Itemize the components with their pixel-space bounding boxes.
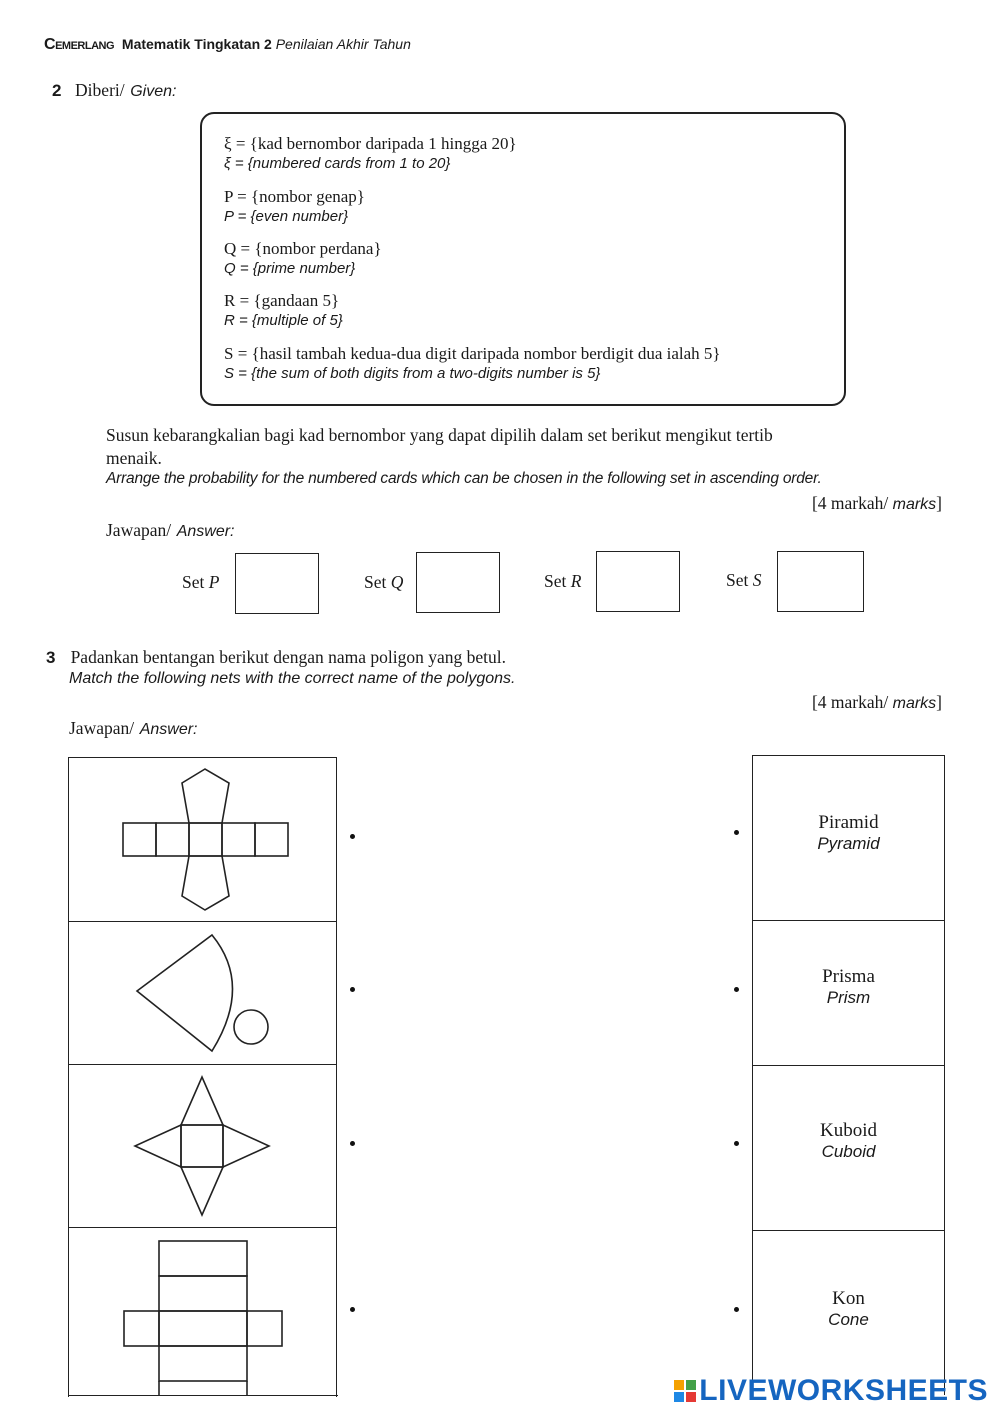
given-item-r: R = {gandaan 5} R = {multiple of 5} (224, 291, 343, 329)
given-box (200, 112, 846, 406)
net-1-match-dot[interactable] (350, 834, 355, 839)
name-3-match-dot[interactable] (734, 1141, 739, 1146)
q2-number: 2 (52, 81, 62, 100)
net-4-match-dot[interactable] (350, 1307, 355, 1312)
name-1-match-dot[interactable] (734, 830, 739, 835)
set-s-answer-box[interactable] (777, 551, 864, 612)
name-2-match-dot[interactable] (734, 987, 739, 992)
page-header (44, 36, 411, 54)
net-2-match-dot[interactable] (350, 987, 355, 992)
set-s-label: Set S (726, 570, 762, 590)
q3-marks: [4 markah/ marks] (811, 692, 942, 712)
names-divider (753, 920, 944, 921)
header-subtitle: Penilaian Akhir Tahun (275, 36, 411, 52)
net-3-match-dot[interactable] (350, 1141, 355, 1146)
name-pyramid: Piramid Pyramid (817, 812, 880, 853)
nets-drawings (68, 757, 337, 1397)
publisher-logo: CEMERLANG (44, 36, 115, 53)
prism-net-icon (123, 769, 288, 910)
name-cone: Kon Cone (828, 1288, 869, 1329)
q2-heading (52, 80, 176, 101)
q2-given-ms: Diberi/ (75, 80, 125, 100)
names-divider (753, 1230, 944, 1231)
q2-marks: [4 markah/ marks] (811, 493, 942, 513)
q3-answer-label: Jawapan/ Answer: (69, 718, 198, 738)
q3-instruction-ms: Padankan bentangan berikut dengan nama poligon yang betul. (70, 647, 506, 667)
names-divider (753, 1065, 944, 1066)
names-table (752, 755, 945, 1395)
q3-heading (46, 647, 506, 668)
liveworksheets-logo (674, 1374, 988, 1408)
q2-given-en: Given: (130, 83, 177, 100)
q3-instruction-en: Match the following nets with the correct name of the polygons. (69, 670, 516, 687)
name-prism: Prisma Prism (822, 966, 875, 1007)
given-item-s: S = {hasil tambah kedua-dua digit daripada nombor berdigit dua ialah 5} S = {the sum of both digits from a two-digits number is 5} (224, 344, 721, 382)
set-r-label: Set R (544, 571, 582, 591)
cone-net-icon (137, 935, 268, 1051)
cuboid-net-icon (124, 1241, 282, 1395)
liveworksheets-icon (674, 1380, 696, 1402)
name-cuboid: Kuboid Cuboid (820, 1120, 877, 1161)
set-q-label: Set Q (364, 572, 404, 592)
set-q-answer-box[interactable] (416, 552, 500, 613)
given-item-universal: ξ = {kad bernombor daripada 1 hingga 20} ξ = {numbered cards from 1 to 20} (224, 134, 517, 172)
set-p-label: Set P (182, 572, 220, 592)
header-title: Matematik Tingkatan 2 (121, 36, 272, 52)
q2-answer-label: Jawapan/ Answer: (106, 520, 235, 540)
nets-bottom-line (68, 1395, 338, 1396)
nets-table (68, 757, 337, 1397)
given-item-p: P = {nombor genap} P = {even number} (224, 187, 365, 225)
given-item-q: Q = {nombor perdana} Q = {prime number} (224, 239, 382, 277)
q3-number: 3 (46, 648, 56, 667)
liveworksheets-brand: LIVEWORKSHEETS (699, 1374, 988, 1407)
pyramid-net-icon (135, 1077, 269, 1215)
set-p-answer-box[interactable] (235, 553, 319, 614)
q2-instruction-ms: Susun kebarangkalian bagi kad bernombor yang dapat dipilih dalam set berikut mengikut tertib menaik. (106, 425, 773, 468)
q2-instruction-en: Arrange the probability for the numbered cards which can be chosen in the following set in ascending order. (106, 470, 822, 487)
set-r-answer-box[interactable] (596, 551, 680, 612)
name-4-match-dot[interactable] (734, 1307, 739, 1312)
